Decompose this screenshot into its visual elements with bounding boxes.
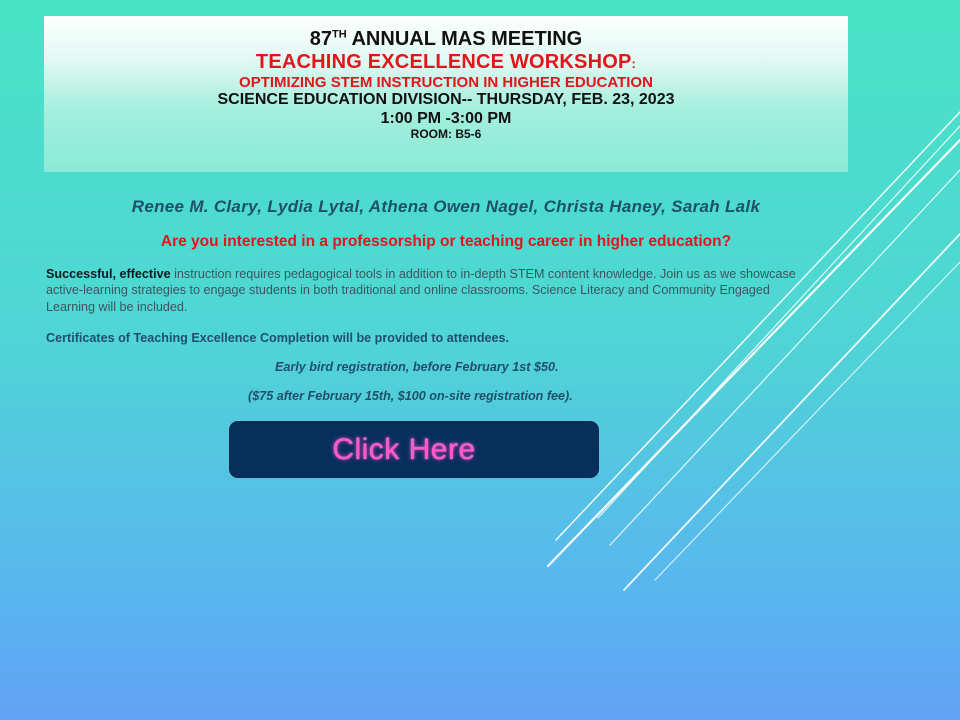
description [46,266,822,315]
authors: Renee M. Clary, Lydia Lytal, Athena Owen Nagel, Christa Haney, Sarah Lalk [131,197,761,216]
late-registration-fees: ($75 after February 15th, $100 on-site registration fee). [248,389,573,403]
room-number: ROOM: B5-6 [410,127,482,142]
description-body: instruction requires pedagogical tools in addition to in-depth STEM content knowledge. Join us as we showcase active-learning strategies to engage students in both traditional and online classrooms. Science Literacy and Community Engaged Learning will be included. [46,267,796,314]
certificates-note: Certificates of Teaching Excellence Completion will be provided to attendees. [46,331,510,345]
meeting-title [44,28,848,51]
workshop-title-colon: : [631,56,637,71]
description-separator: , [112,267,120,281]
meeting-title-rest: ANNUAL MAS MEETING [346,28,583,50]
workshop-title-text: TEACHING EXCELLENCE WORKSHOP [255,51,632,73]
workshop-subtitle: OPTIMIZING STEM INSTRUCTION IN HIGHER EDUCATION [239,74,653,91]
meeting-suffix: TH [332,28,347,41]
click-here-button[interactable] [229,421,599,478]
meeting-number: 87 [309,28,332,50]
question: Are you interested in a professorship or teaching career in higher education? [160,233,732,250]
early-bird-registration: Early bird registration, before February 1st $50. [275,360,559,374]
description-bold-effective: effective [119,267,171,281]
click-here-label: Click Here [332,432,476,466]
division-date: SCIENCE EDUCATION DIVISION-- THURSDAY, FEB. 23, 2023 [217,91,675,109]
session-time: 1:00 PM -3:00 PM [380,109,512,127]
description-bold-successful: Successful [46,267,113,281]
header-box [44,16,848,172]
workshop-title [44,51,848,74]
